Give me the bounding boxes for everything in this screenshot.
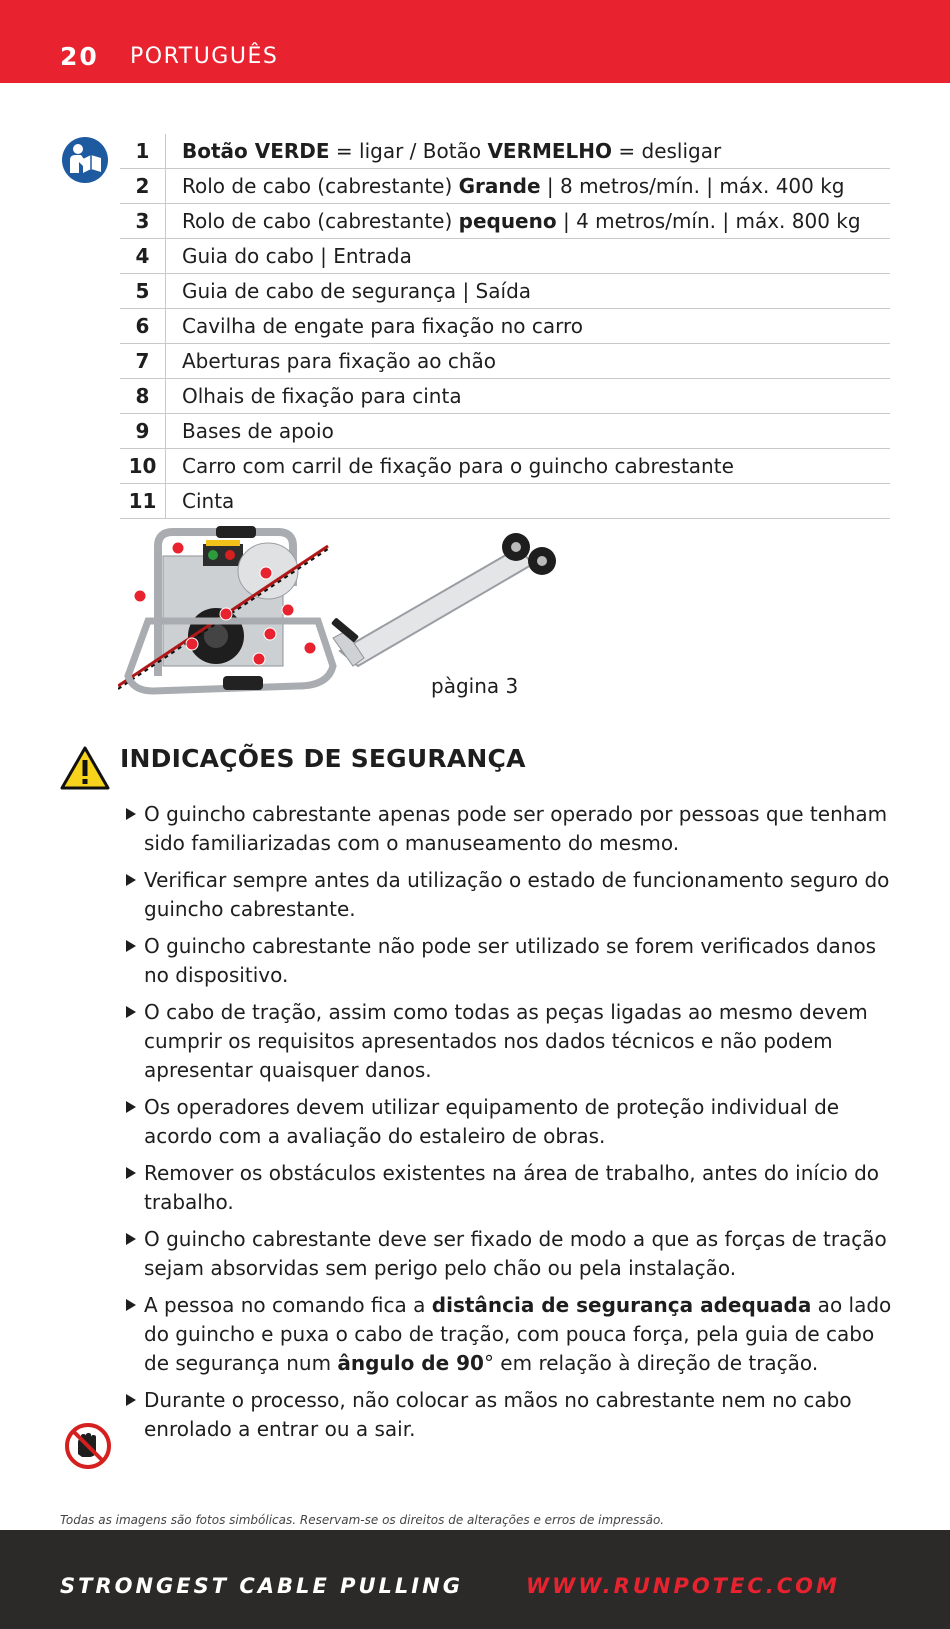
list-item	[124, 1225, 894, 1283]
page-number: 20	[60, 42, 99, 71]
part-number: 2	[120, 169, 166, 204]
manual-read-icon	[61, 136, 109, 184]
part-description	[166, 449, 891, 484]
bullet-arrow-icon	[126, 874, 136, 886]
part-description	[166, 414, 891, 449]
list-item	[124, 1291, 894, 1378]
disclaimer: Todas as imagens são fotos simbólicas. Reservam-se os direitos de alterações e erros de impressão.	[60, 1513, 665, 1527]
list-item	[124, 932, 894, 990]
header-bar	[0, 0, 950, 83]
text-segment: O guincho cabrestante apenas pode ser operado por pessoas que tenham sido familiarizadas com o manuseamento do mesmo.	[144, 802, 888, 855]
part-number: 8	[120, 379, 166, 414]
footer-url[interactable]: WWW.RUNPOTEC.COM	[526, 1574, 840, 1598]
table-row	[120, 239, 890, 274]
list-item	[124, 1159, 894, 1217]
warning-triangle-icon	[60, 745, 110, 791]
text-segment: Cavilha de engate para fixação no carro	[182, 314, 583, 338]
table-row	[120, 204, 890, 239]
text-segment: Olhais de fixação para cinta	[182, 384, 462, 408]
text-segment: = ligar / Botão	[329, 139, 488, 163]
part-description	[166, 344, 891, 379]
bold-text: distância de segurança adequada	[431, 1293, 812, 1317]
bullet-arrow-icon	[126, 1394, 136, 1406]
bold-text: VERMELHO	[487, 139, 613, 163]
table-row	[120, 344, 890, 379]
text-segment: A pessoa no comando fica a	[144, 1293, 432, 1317]
table-row	[120, 414, 890, 449]
bullet-arrow-icon	[126, 1167, 136, 1179]
part-description	[166, 484, 891, 519]
bullet-arrow-icon	[126, 1101, 136, 1113]
safety-list	[124, 800, 894, 1452]
text-segment: Cinta	[182, 489, 235, 513]
part-number: 7	[120, 344, 166, 379]
bullet-arrow-icon	[126, 1299, 136, 1311]
part-description	[166, 274, 891, 309]
table-row	[120, 134, 890, 169]
text-segment: Durante o processo, não colocar as mãos no cabrestante nem no cabo enrolado a entrar ou a sair.	[144, 1388, 852, 1441]
text-segment: ° em relação à direção de tração.	[483, 1351, 819, 1375]
text-segment: Carro com carril de fixação para o guincho cabrestante	[182, 454, 734, 478]
part-description	[166, 134, 891, 169]
bullet-arrow-icon	[126, 808, 136, 820]
text-segment: O guincho cabrestante deve ser fixado de modo a que as forças de tração sejam absorvidas sem perigo pelo chão ou pela instalação.	[144, 1227, 887, 1280]
text-segment: Guia de cabo de segurança | Saída	[182, 279, 532, 303]
table-row	[120, 309, 890, 344]
text-segment: Rolo de cabo (cabrestante)	[182, 209, 459, 233]
safety-section-title: INDICAÇÕES DE SEGURANÇA	[120, 744, 526, 773]
no-hands-icon	[64, 1422, 112, 1470]
text-segment: = desligar	[612, 139, 722, 163]
part-number: 9	[120, 414, 166, 449]
text-segment: | 8 metros/mín. | máx. 400 kg	[540, 174, 845, 198]
part-description	[166, 169, 891, 204]
text-segment: ao lado do guincho e puxa o cabo de tração, com pouca força, pela guia de cabo de segurança num	[144, 1293, 892, 1375]
part-number: 3	[120, 204, 166, 239]
footer-bar	[0, 1530, 950, 1629]
table-row	[120, 484, 890, 519]
part-number: 4	[120, 239, 166, 274]
bold-text: ângulo de 90	[337, 1351, 484, 1375]
part-description	[166, 239, 891, 274]
part-number: 6	[120, 309, 166, 344]
list-item	[124, 1386, 894, 1444]
list-item	[124, 1093, 894, 1151]
text-segment: Aberturas para fixação ao chão	[182, 349, 497, 373]
part-number: 1	[120, 134, 166, 169]
bullet-arrow-icon	[126, 1233, 136, 1245]
text-segment: Rolo de cabo (cabrestante)	[182, 174, 459, 198]
text-segment: Os operadores devem utilizar equipamento de proteção individual de acordo com a avaliação do estaleiro de obras.	[144, 1095, 840, 1148]
bold-text: Botão VERDE	[182, 139, 330, 163]
text-segment: O guincho cabrestante não pode ser utilizado se forem verificados danos no dispositivo.	[144, 934, 877, 987]
page-reference: pàgina 3	[431, 674, 519, 698]
part-number: 11	[120, 484, 166, 519]
footer-slogan: STRONGEST CABLE PULLING	[60, 1574, 463, 1598]
text-segment: Verificar sempre antes da utilização o estado de funcionamento seguro do guincho cabrestante.	[144, 868, 890, 921]
bold-text: pequeno	[458, 209, 557, 233]
table-row	[120, 274, 890, 309]
text-segment: O cabo de tração, assim como todas as peças ligadas ao mesmo devem cumprir os requisitos apresentados nos dados técnicos e não podem apresentar quaisquer danos.	[144, 1000, 868, 1082]
list-item	[124, 800, 894, 858]
bullet-arrow-icon	[126, 1006, 136, 1018]
text-segment: Bases de apoio	[182, 419, 334, 443]
bold-text: Grande	[458, 174, 541, 198]
parts-list-table	[120, 134, 890, 519]
part-description	[166, 309, 891, 344]
text-segment: | 4 metros/mín. | máx. 800 kg	[556, 209, 861, 233]
language-label: PORTUGUÊS	[130, 44, 279, 69]
list-item	[124, 998, 894, 1085]
table-row	[120, 169, 890, 204]
part-description	[166, 204, 891, 239]
list-item	[124, 866, 894, 924]
table-row	[120, 449, 890, 484]
bullet-arrow-icon	[126, 940, 136, 952]
part-number: 5	[120, 274, 166, 309]
part-description	[166, 379, 891, 414]
table-row	[120, 379, 890, 414]
text-segment: Guia do cabo | Entrada	[182, 244, 412, 268]
text-segment: Remover os obstáculos existentes na área de trabalho, antes do início do trabalho.	[144, 1161, 880, 1214]
part-number: 10	[120, 449, 166, 484]
